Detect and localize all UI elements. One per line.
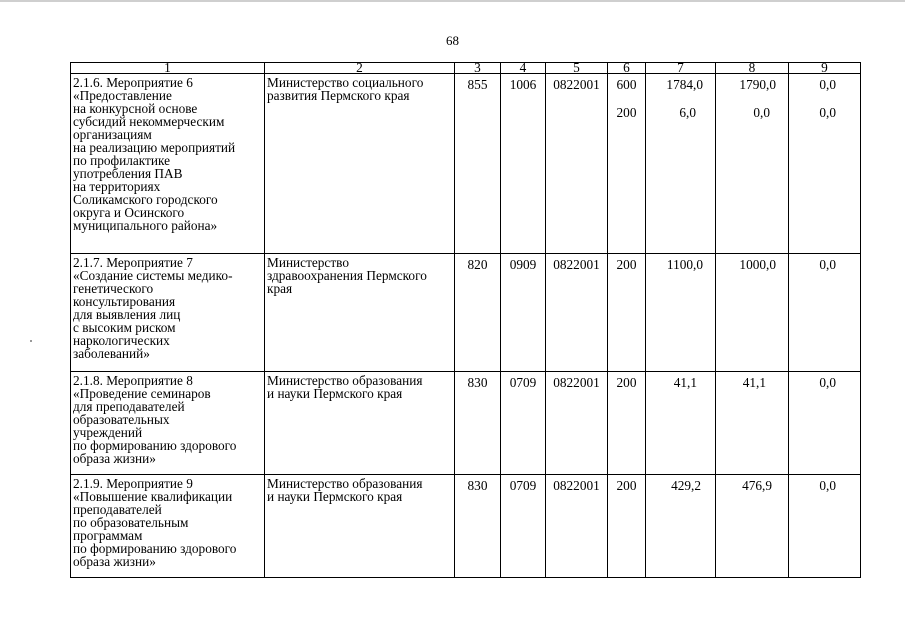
admin-code-cell: 830: [455, 475, 501, 578]
section-code-cell: 0709: [501, 372, 546, 475]
column-header-6: 6: [608, 63, 646, 74]
column-header-4: 4: [501, 63, 546, 74]
column-header-7: 7: [646, 63, 716, 74]
measure-name-cell: 2.1.8. Мероприятие 8 «Проведение семинаров для преподавателей образовательных учреждений по формированию здорового образа жизни»: [71, 372, 265, 475]
section-code-cell: 1006: [501, 74, 546, 254]
amount-year3-cell: 0,0: [789, 475, 861, 578]
amount-year2-value: 1790,0: [739, 77, 776, 92]
target-code-cell: 0822001: [546, 74, 608, 254]
program-measures-table: [70, 62, 861, 578]
responsible-ministry-cell: Министерство образования и науки Пермского края: [265, 475, 455, 578]
target-code-cell: 0822001: [546, 254, 608, 372]
amount-year2-cell: [716, 74, 789, 254]
column-header-2: 2: [265, 63, 455, 74]
expense-type-cell: 200: [608, 372, 646, 475]
page-number: 68: [446, 33, 459, 48]
amount-year3-cell: 0,0: [789, 372, 861, 475]
column-header-8: 8: [716, 63, 789, 74]
column-header-9: 9: [789, 63, 861, 74]
amount-year2-cell: 476,9: [716, 475, 789, 578]
responsible-ministry-cell: Министерство социального развития Пермского края: [265, 74, 455, 254]
expense-type-value: 600: [616, 77, 637, 92]
admin-code-cell: 830: [455, 372, 501, 475]
target-code-cell: 0822001: [546, 372, 608, 475]
measure-name-cell: 2.1.9. Мероприятие 9 «Повышение квалификации преподавателей по образовательным программам по формированию здорового образа жизни»: [71, 475, 265, 578]
responsible-ministry-cell: Министерство образования и науки Пермского края: [265, 372, 455, 475]
amount-year1-cell: [646, 74, 716, 254]
column-number-header-row: [71, 63, 861, 74]
admin-code-cell: 855: [455, 74, 501, 254]
expense-type-cell: [608, 74, 646, 254]
amount-year1-value: 6,0: [679, 105, 696, 120]
amount-year3-cell: [789, 74, 861, 254]
table-row: [71, 254, 861, 372]
table-row: [71, 74, 861, 254]
amount-year2-cell: 1000,0: [716, 254, 789, 372]
amount-year2-value: 0,0: [753, 105, 770, 120]
amount-year1-cell: 429,2: [646, 475, 716, 578]
column-header-3: 3: [455, 63, 501, 74]
measure-name-cell: 2.1.7. Мероприятие 7 «Создание системы медико- генетического консультирования для выявления лиц с высоким риском наркологических заболеваний»: [71, 254, 265, 372]
scan-speck: [30, 340, 32, 342]
amount-year3-value: 0,0: [819, 105, 836, 120]
measure-name-cell: 2.1.6. Мероприятие 6 «Предоставление на конкурсной основе субсидий некоммерческим организациям на реализацию мероприятий по профилактике употребления ПАВ на территориях Соликамского городского округа и Осинского муниципального района»: [71, 74, 265, 254]
expense-type-cell: 200: [608, 254, 646, 372]
column-header-1: 1: [71, 63, 265, 74]
column-header-5: 5: [546, 63, 608, 74]
amount-year3-value: 0,0: [819, 77, 836, 92]
amount-year1-cell: 1100,0: [646, 254, 716, 372]
section-code-cell: 0909: [501, 254, 546, 372]
amount-year1-value: 1784,0: [666, 77, 703, 92]
section-code-cell: 0709: [501, 475, 546, 578]
amount-year3-cell: 0,0: [789, 254, 861, 372]
expense-type-cell: 200: [608, 475, 646, 578]
table-row: [71, 372, 861, 475]
admin-code-cell: 820: [455, 254, 501, 372]
amount-year1-cell: 41,1: [646, 372, 716, 475]
top-border-line: [0, 0, 905, 2]
target-code-cell: 0822001: [546, 475, 608, 578]
responsible-ministry-cell: Министерство здравоохранения Пермского края: [265, 254, 455, 372]
expense-type-value: 200: [616, 105, 637, 120]
table-row: [71, 475, 861, 578]
amount-year2-cell: 41,1: [716, 372, 789, 475]
